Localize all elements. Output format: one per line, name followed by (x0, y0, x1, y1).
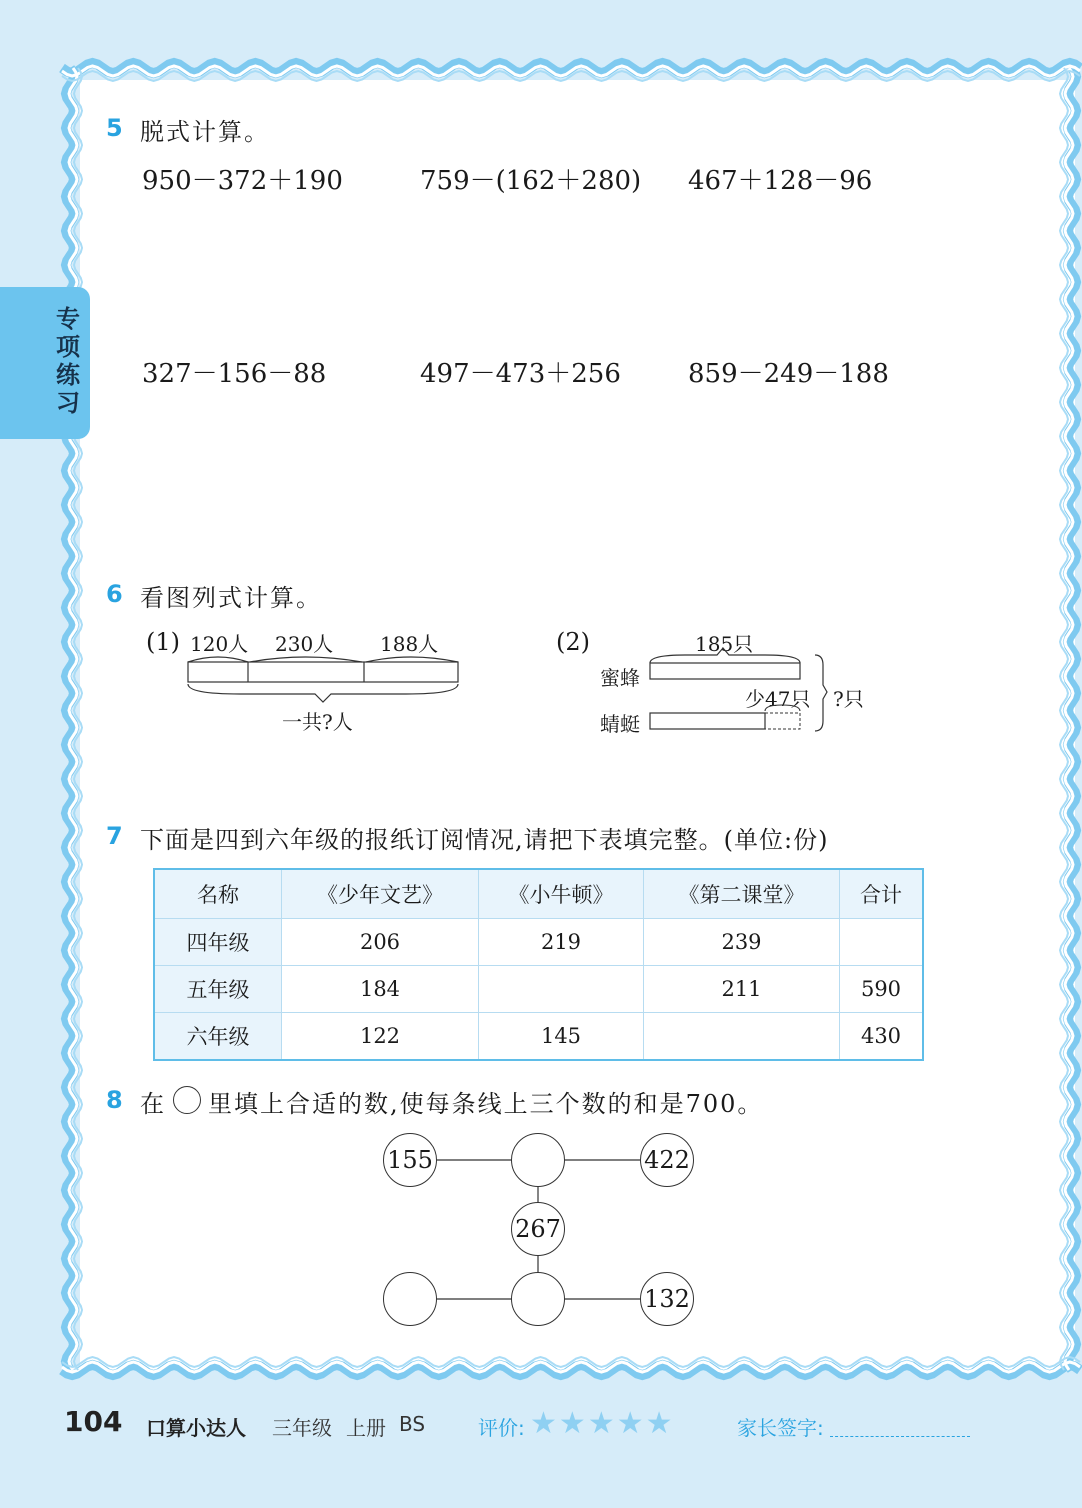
bee-count-label: 185只 (695, 632, 754, 656)
circle-top-left: 155 (383, 1133, 437, 1187)
bee-label: 蜜蜂 (600, 666, 640, 690)
circle-top-right: 422 (640, 1133, 694, 1187)
signature-line[interactable] (830, 1436, 970, 1437)
dragonfly-label: 蜻蜓 (600, 712, 640, 736)
circle-center: 267 (511, 1202, 565, 1256)
header-shaonian: 《少年文艺》 (282, 869, 479, 919)
header-dierketang: 《第二课堂》 (644, 869, 840, 919)
less-label: 少47只 (745, 687, 811, 711)
question-5-title: 脱式计算。 (140, 118, 270, 146)
question-8-title-post: 里填上合适的数,使每条线上三个数的和是700。 (208, 1090, 764, 1118)
table-cell: 211 (644, 966, 840, 1013)
table-cell: 430 (840, 1013, 924, 1061)
table-cell: 122 (282, 1013, 479, 1061)
star-icon[interactable]: ★ (558, 1406, 588, 1441)
expression-2: 759－(162＋280) (420, 166, 642, 196)
part-2-label: (2) (556, 628, 590, 656)
circle-bottom-right: 132 (640, 1272, 694, 1326)
question-5-number: 5 (106, 114, 123, 142)
table-cell: 239 (644, 919, 840, 966)
part-1-label: (1) (146, 628, 180, 656)
book-title: 口算小达人 (146, 1416, 246, 1440)
expression-4: 327－156－88 (142, 359, 327, 389)
expression-6: 859－249－188 (688, 359, 889, 389)
row-head: 五年级 (154, 966, 282, 1013)
expression-5: 497－473＋256 (420, 359, 621, 389)
header-xiaoniudun: 《小牛顿》 (479, 869, 644, 919)
side-tab-label: 专 项 练 习 (56, 305, 80, 417)
header-total: 合计 (840, 869, 924, 919)
rating-label: 评价: (478, 1416, 525, 1440)
question-6-number: 6 (106, 580, 123, 608)
segment-2-label: 230人 (275, 632, 334, 656)
expression-3: 467＋128－96 (688, 166, 873, 196)
expression-1: 950－372＋190 (142, 166, 343, 196)
table-cell: 145 (479, 1013, 644, 1061)
rating-stars[interactable] (530, 1406, 675, 1441)
star-icon[interactable]: ★ (530, 1406, 559, 1441)
star-icon[interactable]: ★ (616, 1406, 646, 1441)
row-head: 四年级 (154, 919, 282, 966)
question-6-title: 看图列式计算。 (140, 584, 322, 612)
table-cell: 184 (282, 966, 479, 1013)
segment-1-label: 120人 (190, 632, 249, 656)
table-cell: 219 (479, 919, 644, 966)
table-cell: 590 (840, 966, 924, 1013)
circle-top-middle[interactable] (511, 1133, 565, 1187)
question-8-number: 8 (106, 1086, 123, 1114)
question-7-title: 下面是四到六年级的报纸订阅情况,请把下表填完整。(单位:份) (140, 826, 829, 854)
parent-sign-label: 家长签字: (737, 1416, 824, 1440)
segment-3-label: 188人 (380, 632, 439, 656)
question-7-number: 7 (106, 822, 123, 850)
total-label-2: ?只 (833, 687, 864, 711)
volume-label: 上册 (346, 1416, 386, 1440)
star-icon[interactable]: ★ (645, 1406, 675, 1441)
star-icon[interactable]: ★ (587, 1406, 617, 1441)
header-name: 名称 (154, 869, 282, 919)
question-8-title-pre: 在 (140, 1090, 166, 1118)
circle-bottom-left[interactable] (383, 1272, 437, 1326)
circle-bottom-middle[interactable] (511, 1272, 565, 1326)
edition-label: BS (399, 1412, 426, 1436)
grade-label: 三年级 (272, 1416, 332, 1440)
row-head: 六年级 (154, 1013, 282, 1061)
table-cell: 206 (282, 919, 479, 966)
page-number: 104 (64, 1405, 123, 1438)
total-label-1: 一共?人 (282, 710, 353, 734)
